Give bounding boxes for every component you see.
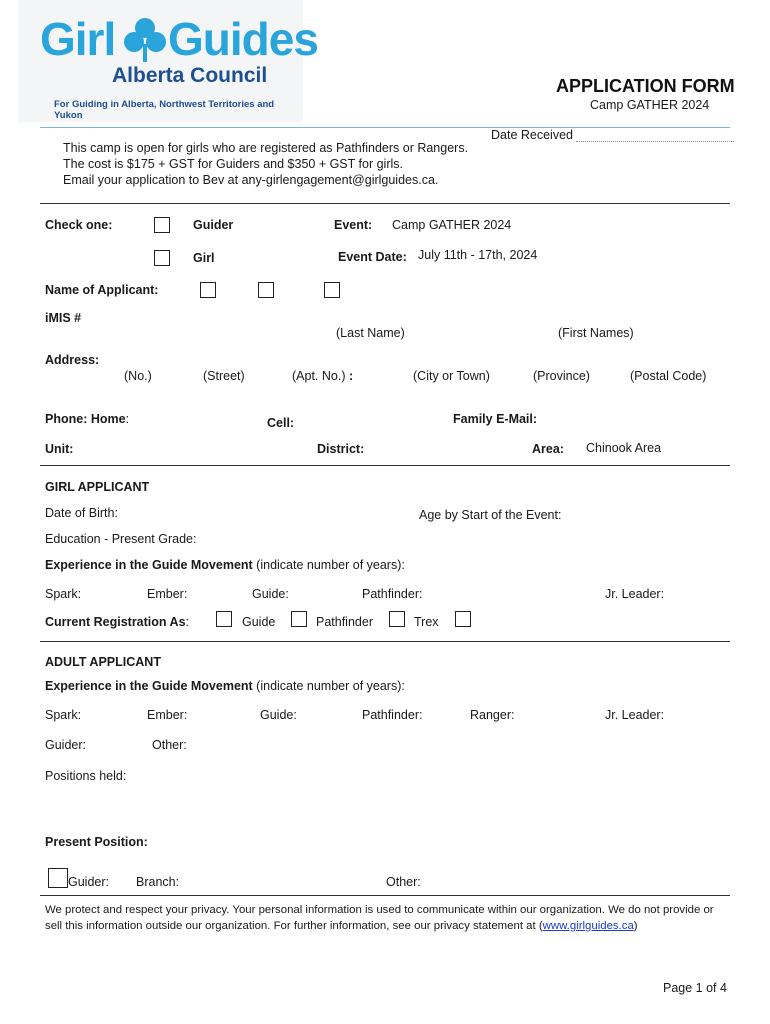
phone-home-label: Phone: Home: — [45, 412, 130, 426]
adult-pathfinder-label: Pathfinder: — [362, 708, 423, 722]
date-received-label: Date Received — [491, 128, 734, 142]
reg-other-checkbox[interactable] — [455, 611, 471, 627]
girl-option-label: Girl — [193, 251, 215, 265]
address-city-caption: (City or Town) — [413, 369, 490, 383]
present-position-label: Present Position: — [45, 835, 148, 849]
area-value: Chinook Area — [586, 441, 662, 455]
reg-trex-checkbox[interactable] — [389, 611, 405, 627]
privacy-line-1: We protect and respect your privacy. Your personal information is used to communicate within our organization. We do not provide or — [45, 904, 714, 916]
adult-jr-leader-label: Jr. Leader: — [605, 708, 665, 722]
intro-line-2: The cost is $175 + GST for Guiders and $350 + GST for girls. — [63, 157, 403, 171]
name-checkbox-2[interactable] — [258, 282, 274, 298]
adult-guider-label: Guider: — [45, 738, 86, 752]
guider-option-label: Guider — [193, 218, 234, 232]
girl-experience-heading: Experience in the Guide Movement (indicate number of years): — [45, 558, 405, 572]
address-apt-caption: (Apt. No.) : — [292, 369, 354, 383]
section-divider — [40, 641, 730, 642]
girl-spark-label: Spark: — [45, 587, 82, 601]
family-email-label: Family E-Mail: — [453, 412, 538, 426]
page-number: Page 1 of 4 — [663, 981, 727, 995]
girl-jr-leader-label: Jr. Leader: — [605, 587, 665, 601]
cell-label: Cell: — [267, 416, 295, 430]
name-checkbox-1[interactable] — [200, 282, 216, 298]
adult-spark-label: Spark: — [45, 708, 82, 722]
pp-other-label: Other: — [386, 875, 421, 889]
address-province-caption: (Province) — [533, 369, 590, 383]
logo-tagline: For Guiding in Alberta, Northwest Territories and Yukon — [54, 99, 275, 121]
reg-pathfinder-label: Pathfinder — [316, 615, 373, 629]
dob-label: Date of Birth: — [45, 506, 118, 520]
logo-word-guides: Guides — [168, 13, 318, 65]
event-label: Event: — [334, 218, 373, 232]
form-title: APPLICATION FORM — [556, 76, 735, 96]
girl-checkbox[interactable] — [154, 250, 170, 266]
girl-pathfinder-label: Pathfinder: — [362, 587, 423, 601]
adult-other-label: Other: — [152, 738, 187, 752]
footer-divider — [40, 895, 730, 896]
event-value: Camp GATHER 2024 — [392, 218, 512, 232]
adult-guide-label: Guide: — [260, 708, 297, 722]
logo-council: Alberta Council — [112, 64, 268, 87]
girl-guides-logo — [18, 0, 318, 122]
section-divider — [40, 465, 730, 466]
event-date-label: Event Date: — [338, 250, 407, 264]
girl-ember-label: Ember: — [147, 587, 188, 601]
reg-guide-label: Guide — [242, 615, 276, 629]
education-label: Education - Present Grade: — [45, 532, 197, 546]
adult-applicant-heading: ADULT APPLICANT — [45, 655, 161, 669]
reg-pathfinder-checkbox[interactable] — [291, 611, 307, 627]
pp-branch-label: Branch: — [136, 875, 180, 889]
intro-line-3: Email your application to Bev at any-girlengagement@girlguides.ca. — [63, 173, 439, 187]
girl-guide-label: Guide: — [252, 587, 289, 601]
trefoil-icon — [120, 14, 170, 64]
check-one-label: Check one: — [45, 218, 113, 232]
adult-ember-label: Ember: — [147, 708, 188, 722]
unit-label: Unit: — [45, 442, 74, 456]
positions-held-label: Positions held: — [45, 769, 127, 783]
present-position-guider-checkbox[interactable] — [48, 868, 68, 888]
age-label: Age by Start of the Event: — [419, 508, 562, 522]
reg-trex-label: Trex — [414, 615, 439, 629]
address-label: Address: — [45, 353, 100, 367]
address-street-caption: (Street) — [203, 369, 245, 383]
name-checkbox-3[interactable] — [324, 282, 340, 298]
pp-guider-label: Guider: — [68, 875, 109, 889]
girl-applicant-heading: GIRL APPLICANT — [45, 480, 150, 494]
area-label: Area: — [532, 442, 564, 456]
date-received-field[interactable] — [576, 129, 734, 142]
form-subtitle: Camp GATHER 2024 — [590, 98, 710, 112]
privacy-link[interactable]: www.girlguides.ca — [542, 920, 634, 932]
last-name-caption: (Last Name) — [336, 326, 405, 340]
imis-label: iMIS # — [45, 311, 82, 325]
current-registration-label: Current Registration As: — [45, 615, 190, 629]
address-no-caption: (No.) — [124, 369, 152, 383]
district-label: District: — [317, 442, 365, 456]
name-of-applicant-label: Name of Applicant: — [45, 283, 159, 297]
event-date-value: July 11th - 17th, 2024 — [418, 248, 538, 262]
guider-checkbox[interactable] — [154, 217, 170, 233]
intro-line-1: This camp is open for girls who are registered as Pathfinders or Rangers. — [63, 141, 469, 155]
first-names-caption: (First Names) — [558, 326, 634, 340]
adult-experience-heading: Experience in the Guide Movement (indicate number of years): — [45, 679, 405, 693]
privacy-line-2: sell this information outside our organization. For further information, see our privacy statement at (www.girlguides.ca) — [45, 920, 638, 932]
address-postal-caption: (Postal Code) — [630, 369, 707, 383]
reg-guide-checkbox[interactable] — [216, 611, 232, 627]
logo-word-girl: Girl — [40, 13, 116, 65]
section-divider — [40, 203, 730, 204]
adult-ranger-label: Ranger: — [470, 708, 515, 722]
